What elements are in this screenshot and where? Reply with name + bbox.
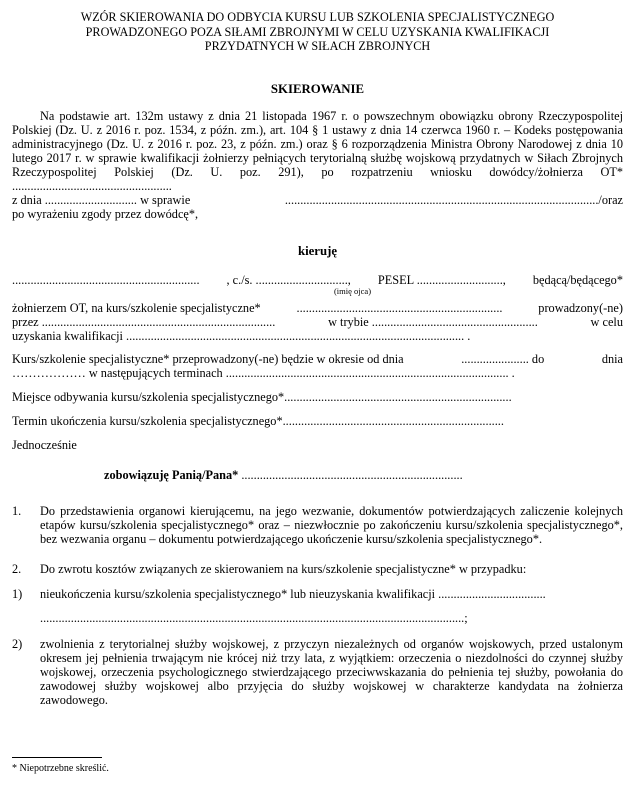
person-name-field: ............................................................. bbox=[12, 272, 200, 287]
duration-l1-left: Kurs/szkolenie specjalistyczne* przeprowadzony(-ne) będzie w okresie od dnia bbox=[12, 351, 404, 366]
person-cs-field: , c./s. .............................., bbox=[226, 272, 351, 287]
list-item-3 bbox=[12, 587, 623, 625]
jednoczesnie-label: Jednocześnie bbox=[12, 437, 77, 452]
course-l2-right: w celu bbox=[590, 314, 623, 329]
list-item-num: 1. bbox=[12, 503, 22, 518]
duration-line-2: ……………… w następujących terminach ............................................................................................ . bbox=[12, 365, 515, 380]
intro-consent-line: po wyrażeniu zgody przez dowódcę*, bbox=[12, 206, 199, 221]
person-being-label: będącą/będącego* bbox=[532, 272, 623, 287]
intro-date-right: ....................................................................................................../oraz bbox=[284, 192, 623, 207]
footnote: * Niepotrzebne skreślić. bbox=[12, 763, 109, 774]
intro-date-left: z dnia .............................. w sprawie bbox=[12, 192, 191, 207]
course-l1-left: żołnierzem OT, na kurs/szkolenie specjalistyczne* bbox=[12, 300, 261, 315]
list-item-num: 1) bbox=[12, 586, 23, 601]
person-pesel-field: PESEL ............................, bbox=[377, 272, 506, 287]
person-section bbox=[12, 273, 623, 296]
duration-l1-mid: ...................... do bbox=[461, 351, 545, 366]
list-item-text: Do przedstawienia organowi kierującemu, na jego wezwanie, dokumentów potwierdzających zaliczenie kolejnych etapów kursu/szkolenia specjalistycznego* oraz – niezwłocznie po zakończeniu kursu/szkolenia specjalistycznego*, bez wezwania organu – dokumentu potwierdzającego ukończenie kursu/szkolenia specjalistycznego*. bbox=[40, 503, 623, 546]
list-item-continuation: ..........................................................................................................................................; bbox=[40, 610, 468, 625]
list-item-num: 2. bbox=[12, 561, 22, 576]
kieruje-heading: kieruję bbox=[297, 243, 338, 258]
list-item-num: 2) bbox=[12, 636, 23, 651]
course-line-1 bbox=[12, 301, 623, 315]
obliges-dots: ........................................................................ bbox=[241, 467, 463, 482]
intro-section bbox=[12, 109, 623, 221]
list-item-text: Do zwrotu kosztów związanych ze skierowaniem na kurs/szkolenie specjalistyczne* w przypadku: bbox=[40, 561, 527, 576]
course-l1-dots: ................................................................... bbox=[296, 300, 503, 315]
father-name-note: (imię ojca) bbox=[333, 285, 372, 296]
duration-l1-right: dnia bbox=[601, 351, 623, 366]
course-l1-right: prowadzony(-ne) bbox=[538, 300, 623, 315]
place-line: Miejsce odbywania kursu/szkolenia specjalistycznego*.......................................................................... bbox=[12, 389, 512, 404]
document-header bbox=[12, 10, 623, 54]
obliges-bold: zobowiązuję Panią/Pana* bbox=[104, 467, 239, 482]
duration-section bbox=[12, 352, 623, 380]
intro-paragraph: Na podstawie art. 132m ustawy z dnia 21 listopada 1967 r. o powszechnym obowiązku obrony Rzeczypospolitej Polskiej (Dz. U. z 2016 r. poz. 1534, z późn. zm.), art. 104 § 1 ustawy z dnia 14 czerwca 1960 r. – Kodeks postępowania administracyjnego (Dz. U. z 2016 r. poz. 23, z późn. zm.) oraz § 6 rozporządzenia Ministra Obrony Narodowej z dnia 10 lutego 2017 r. w sprawie kwalifikacji żołnierzy pełniących terytorialną służbę wojskową przydatnych w Siłach Zbrojnych Rzeczypospolitej Polskiej (Dz. U. poz. 291), po rozpatrzeniu wniosku dowódcy/żołnierza OT* .................................................... bbox=[12, 108, 623, 193]
document-page bbox=[12, 8, 623, 707]
document-title: SKIEROWANIE bbox=[270, 81, 365, 96]
person-line bbox=[12, 273, 623, 287]
course-line-3: uzyskania kwalifikacji .............................................................................................................. . bbox=[12, 328, 471, 343]
obliges-line bbox=[104, 468, 623, 482]
footnote-divider bbox=[12, 757, 102, 758]
end-date-line: Termin ukończenia kursu/szkolenia specjalistycznego*........................................................................ bbox=[12, 413, 504, 428]
list-item-text bbox=[40, 587, 623, 625]
header-line-1: WZÓR SKIEROWANIA DO ODBYCIA KURSU LUB SZKOLENIA SPECJALISTYCZNEGO bbox=[80, 10, 555, 24]
header-line-3: PRZYDATNYCH W SIŁACH ZBROJNYCH bbox=[204, 39, 431, 53]
course-l2-left: przez ............................................................................ bbox=[12, 314, 276, 329]
list-item-text-line: nieukończenia kursu/szkolenia specjalistycznego* lub nieuzyskania kwalifikacji ................................... bbox=[40, 586, 546, 601]
duration-line-1 bbox=[12, 352, 623, 366]
list-item-text: zwolnienia z terytorialnej służby wojskowej, z przyczyn niezależnych od organów wojskowych, przed ustalonym okresem jej pełnienia trwającym nie krócej niż trzy lata, z wyjątkiem: orzeczenia o niezdolności do czynnej służby wojskowej, orzeczenia psychologicznego stwierdzającego przeciwwskazania do pełnienia tej służby, powołania do zawodowej służby wojskowej albo przyjęcia do służby wojskowej w charakterze kandydata na żołnierza zawodowego. bbox=[40, 636, 623, 707]
header-line-2: PROWADZONEGO POZA SIŁAMI ZBROJNYMI W CELU UZYSKANIA KWALIFIKACJI bbox=[85, 24, 550, 39]
intro-date-line bbox=[12, 193, 623, 207]
list-item-4 bbox=[12, 637, 623, 707]
list-item-2 bbox=[12, 562, 623, 577]
list-item-1 bbox=[12, 504, 623, 546]
course-line-2 bbox=[12, 315, 623, 329]
course-section bbox=[12, 301, 623, 343]
course-l2-mid: w trybie ...................................................... bbox=[328, 314, 538, 329]
